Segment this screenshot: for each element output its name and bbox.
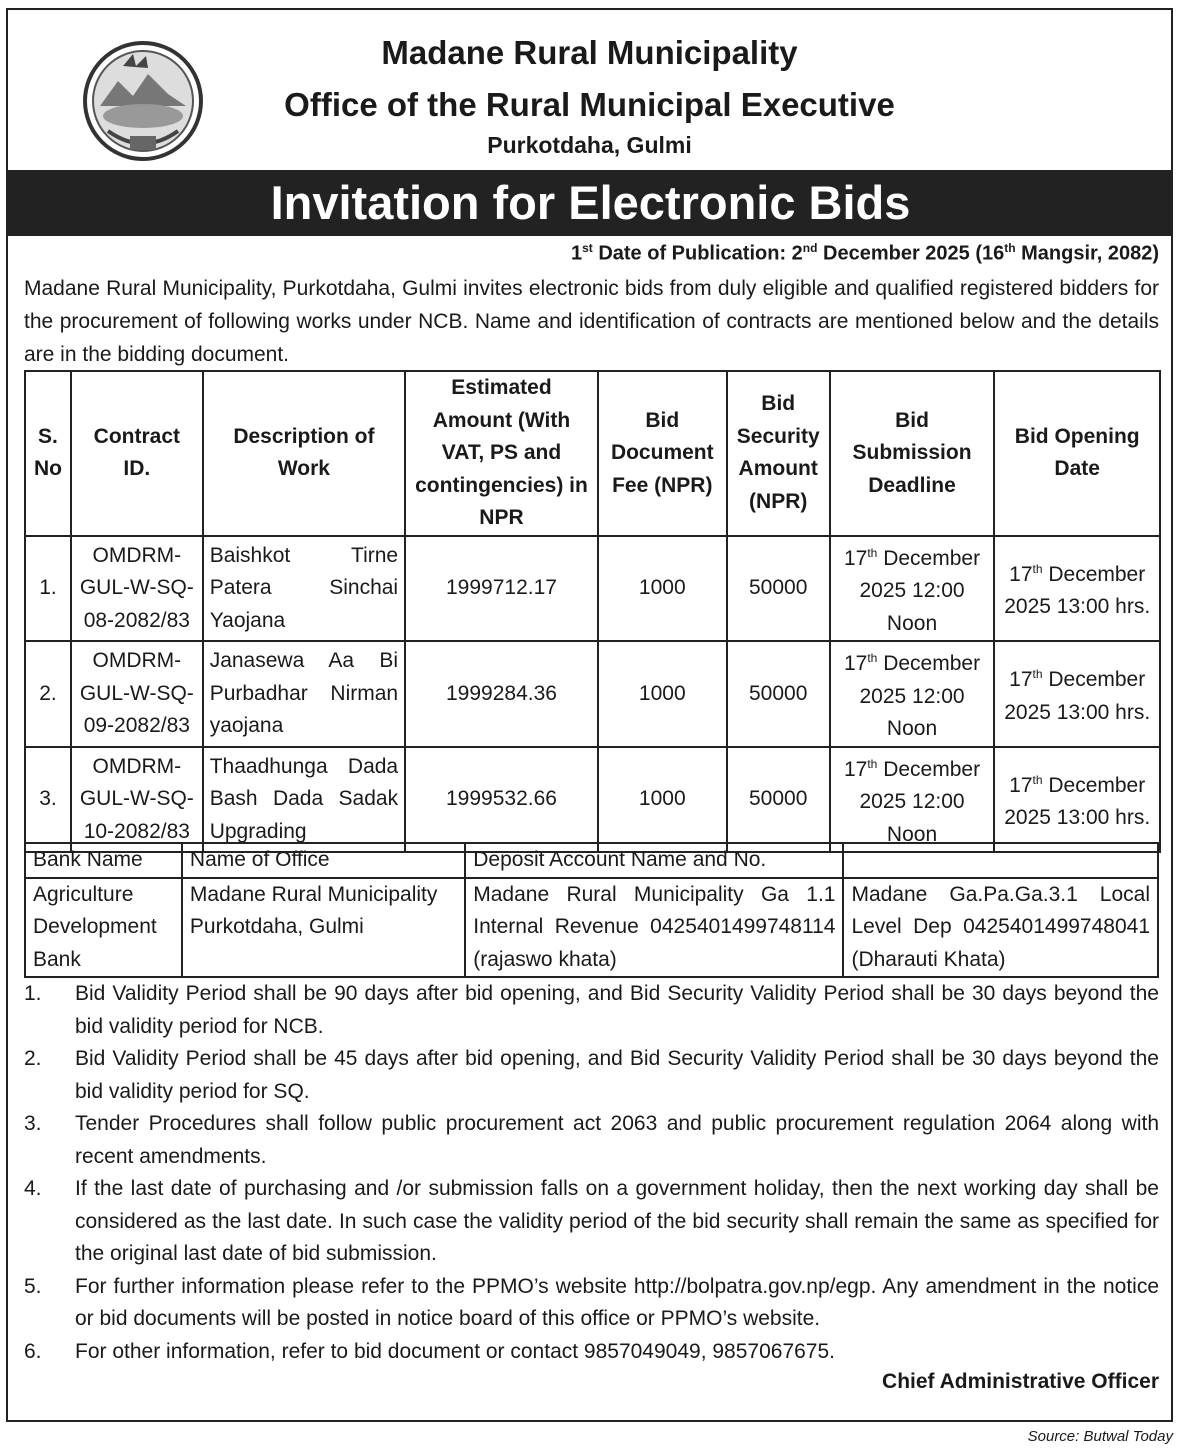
cell-contract-id: OMDRM-GUL-W-SQ-08-2082/83	[71, 536, 203, 642]
cell-submission-deadline: 17th December 2025 12:00 Noon	[830, 536, 995, 642]
deposit-account: Madane Ga.Pa.Ga.3.1 Local Level Dep 0425401499748041 (Dharauti Khata)	[843, 878, 1158, 978]
bank-header-bank-name: Bank Name	[25, 843, 182, 878]
bank-header-office-name: Name of Office	[182, 843, 465, 878]
list-item: 2. Bid Validity Period shall be 45 days after bid opening, and Bid Security Validity Period shall be 30 days beyond the bid validity period for SQ.	[24, 1047, 1159, 1103]
cell-sno: 1.	[25, 536, 71, 642]
header-contract-id: Contract ID.	[71, 371, 203, 536]
cell-description: Thaadhunga Dada Bash Dada Sadak Upgrading	[203, 747, 405, 853]
list-item: 3. Tender Procedures shall follow public procurement act 2063 and public procurement regulation 2064 along with recent amendments.	[24, 1112, 1159, 1168]
cell-description: Janasewa Aa Bi Purbadhar Nirman yaojana	[203, 641, 405, 747]
revenue-account: Madane Rural Municipality Ga 1.1 Internal Revenue 0425401499748114 (rajaswo khata)	[465, 878, 843, 978]
cell-description: Baishkot Tirne Patera Sinchai Yaojana	[203, 536, 405, 642]
office-name: Office of the Rural Municipal Executive	[284, 86, 895, 123]
cell-sno: 2.	[25, 641, 71, 747]
notice-header	[6, 8, 1173, 168]
header-submission-deadline: Bid Submission Deadline	[830, 371, 995, 536]
cell-estimated-amount: 1999532.66	[405, 747, 598, 853]
contracts-header-row	[25, 371, 1160, 536]
list-item: 5. For further information please refer to the PPMO’s website http://bolpatra.gov.np/egp. Any amendment in the notice or bid documents will be posted in notice board of this office or PPMO’s website.	[24, 1274, 1159, 1330]
bank-header-empty	[843, 843, 1158, 878]
bank-header-row	[25, 843, 1158, 878]
list-item: 6. For other information, refer to bid document or contact 9857049049, 9857067675.	[24, 1339, 835, 1363]
header-description: Description of Work	[203, 371, 405, 536]
header-sno: S. No	[25, 371, 71, 536]
cell-estimated-amount: 1999284.36	[405, 641, 598, 747]
cell-submission-deadline: 17th December 2025 12:00 Noon	[830, 641, 995, 747]
cell-opening-date: 17th December 2025 13:00 hrs.	[994, 536, 1160, 642]
header-estimated-amount: Estimated Amount (With VAT, PS and contingencies) in NPR	[405, 371, 598, 536]
list-item: 1. Bid Validity Period shall be 90 days after bid opening, and Bid Security Validity Period shall be 30 days beyond the bid validity period for NCB.	[24, 982, 1159, 1038]
intro-paragraph: Madane Rural Municipality, Purkotdaha, Gulmi invites electronic bids from duly eligible and qualified registered bidders for the procurement of following works under NCB. Name and identification of contracts are mentioned below and the details are in the bidding document.	[24, 277, 1159, 366]
cell-document-fee: 1000	[598, 641, 727, 747]
cell-security-amount: 50000	[727, 536, 830, 642]
bank-header-deposit-account: Deposit Account Name and No.	[465, 843, 843, 878]
contracts-table	[24, 370, 1161, 853]
table-row	[25, 536, 1160, 642]
office-name-cell: Madane Rural Municipality Purkotdaha, Gulmi	[182, 878, 465, 978]
cell-contract-id: OMDRM-GUL-W-SQ-10-2082/83	[71, 747, 203, 853]
cell-submission-deadline: 17th December 2025 12:00 Noon	[830, 747, 995, 853]
notes-list	[24, 978, 1159, 1368]
office-location: Purkotdaha, Gulmi	[487, 132, 692, 158]
source-credit: Source: Butwal Today	[1027, 1428, 1173, 1445]
cell-document-fee: 1000	[598, 747, 727, 853]
header-document-fee: Bid Document Fee (NPR)	[598, 371, 727, 536]
cell-opening-date: 17th December 2025 13:00 hrs.	[994, 641, 1160, 747]
cell-sno: 3.	[25, 747, 71, 853]
bank-name: Agriculture Development Bank	[25, 878, 182, 978]
cell-estimated-amount: 1999712.17	[405, 536, 598, 642]
municipality-name: Madane Rural Municipality	[381, 34, 798, 71]
cell-document-fee: 1000	[598, 536, 727, 642]
header-security-amount: Bid Security Amount (NPR)	[727, 371, 830, 536]
cell-opening-date: 17th December 2025 13:00 hrs.	[994, 747, 1160, 853]
notice-title: Invitation for Electronic Bids	[8, 170, 1173, 236]
signoff: Chief Administrative Officer	[882, 1370, 1159, 1393]
cell-contract-id: OMDRM-GUL-W-SQ-09-2082/83	[71, 641, 203, 747]
table-row	[25, 641, 1160, 747]
cell-security-amount: 50000	[727, 641, 830, 747]
publication-date: 1st Date of Publication: 2nd December 2025 (16th Mangsir, 2082)	[570, 241, 1159, 265]
bank-data-row	[25, 878, 1158, 978]
header-opening-date: Bid Opening Date	[994, 371, 1160, 536]
list-item: 4. If the last date of purchasing and /or submission falls on a government holiday, then the next working day shall be considered as the last date. In such case the validity period of the bid security shall remain the same as specified for the original last date of bid submission.	[24, 1177, 1159, 1265]
bank-table	[24, 842, 1159, 978]
cell-security-amount: 50000	[727, 747, 830, 853]
table-row	[25, 747, 1160, 853]
